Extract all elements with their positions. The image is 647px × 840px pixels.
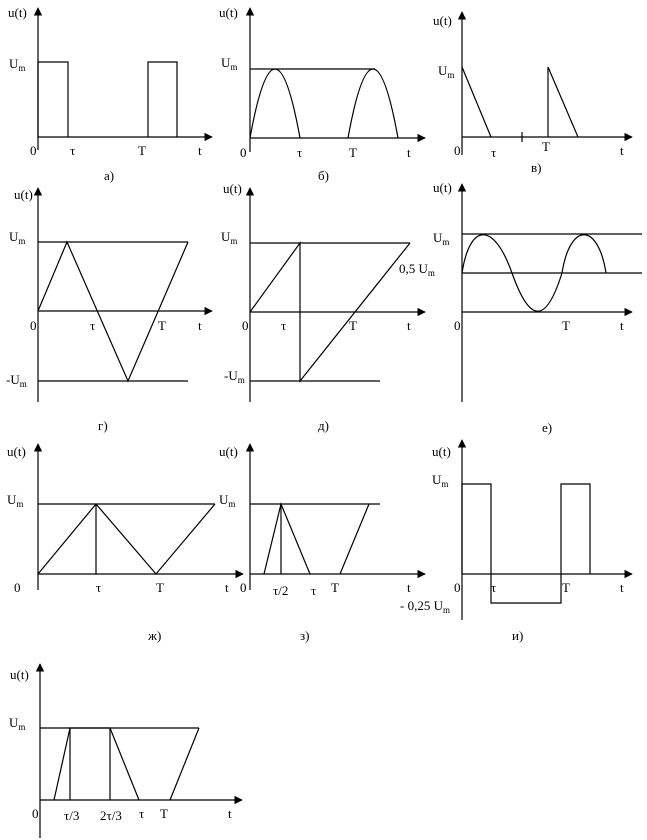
- panel-a: [8, 5, 212, 183]
- panel-i-neg-quarter-um-label: - 0,25 $U_m$: [400, 598, 450, 615]
- panel-v: [433, 12, 632, 175]
- panel-i-origin: 0: [454, 580, 461, 595]
- panel-e-T-tick: T: [562, 318, 570, 333]
- panel-d-T-tick: T: [349, 318, 357, 333]
- panel-g-neg-um-label: $-U_m$: [6, 372, 27, 389]
- panel-v-sawtooth-2: [548, 67, 578, 137]
- panel-b-u-label: u(t): [219, 5, 238, 20]
- panel-e-origin: 0: [454, 318, 461, 333]
- panel-g: [6, 187, 212, 433]
- panel-last: [9, 664, 242, 838]
- panel-a-tau-tick: τ: [70, 143, 76, 158]
- panel-z-ramp: [340, 504, 369, 574]
- panel-v-t-label: t: [620, 143, 624, 158]
- panel-e-caption: е): [542, 420, 553, 435]
- panel-zh-t-label: t: [225, 580, 229, 595]
- panel-last-t-label: t: [228, 806, 232, 821]
- panel-v-u-label: u(t): [433, 13, 452, 28]
- panel-i-tau-tick: τ: [491, 580, 497, 595]
- panel-zh-waveform: [38, 504, 215, 574]
- panel-v-um-label: $U_m$: [438, 63, 455, 80]
- panel-zh-T-tick: T: [156, 580, 164, 595]
- panel-z-u-label: u(t): [219, 444, 238, 459]
- panel-z-caption: з): [300, 628, 310, 643]
- panel-b-T-tick: T: [349, 145, 357, 160]
- panel-a-caption: а): [104, 168, 115, 183]
- panel-a-t-label: t: [198, 143, 202, 158]
- panel-d-tau-tick: τ: [281, 318, 287, 333]
- panel-b-t-label: t: [407, 145, 411, 160]
- panel-i-t-label: t: [620, 580, 624, 595]
- panel-last-two-tau-third-tick: 2τ/3: [100, 808, 122, 823]
- panel-z-T-tick: T: [331, 580, 339, 595]
- panel-a-T-tick: T: [138, 143, 146, 158]
- panel-z-um-label: $U_m$: [219, 492, 236, 509]
- panel-b: [219, 5, 425, 183]
- panel-last-T-tick: T: [160, 806, 168, 821]
- panel-z-tau-half-tick: τ/2: [273, 583, 289, 598]
- panel-v-T-tick: T: [542, 139, 550, 154]
- panel-last-u-label: u(t): [10, 667, 29, 682]
- panel-d-neg-um-label: $-U_m$: [224, 368, 245, 385]
- panel-g-tau-tick: τ: [90, 318, 96, 333]
- panel-g-u-label: u(t): [14, 187, 33, 202]
- panel-g-origin: 0: [30, 318, 37, 333]
- panel-g-t-label: t: [198, 318, 202, 333]
- panel-d: [221, 181, 425, 433]
- panel-b-caption: б): [318, 168, 329, 183]
- panel-zh: [7, 444, 243, 643]
- panel-i-waveform: [462, 484, 590, 603]
- panel-e-um-label: $U_m$: [433, 230, 450, 247]
- panel-a-u-label: u(t): [8, 5, 27, 20]
- panel-d-um-label: $U_m$: [221, 229, 238, 246]
- panel-last-waveform-2: [170, 728, 199, 800]
- panel-i-u-label: u(t): [432, 444, 451, 459]
- panel-last-waveform-1: [54, 728, 139, 800]
- panel-z: [219, 444, 425, 643]
- panel-e-u-label: u(t): [433, 180, 452, 195]
- panel-last-origin: 0: [32, 806, 39, 821]
- panel-zh-caption: ж): [148, 628, 162, 643]
- panel-v-origin: 0: [454, 143, 461, 158]
- panel-g-caption: г): [98, 418, 108, 433]
- panel-z-tau-tick: τ: [311, 583, 317, 598]
- panel-z-origin: 0: [240, 580, 247, 595]
- panel-last-tau-third-tick: τ/3: [64, 808, 80, 823]
- panel-v-tau-tick: τ: [491, 145, 497, 160]
- panel-i-T-tick: T: [562, 580, 570, 595]
- panel-v-sawtooth-1: [462, 67, 491, 137]
- panel-last-um-label: $U_m$: [9, 715, 26, 732]
- panel-v-caption: в): [531, 160, 542, 175]
- panel-e: [399, 180, 642, 435]
- panel-b-origin: 0: [240, 145, 247, 160]
- panel-d-origin: 0: [242, 318, 249, 333]
- panel-a-waveform-2: [148, 62, 177, 137]
- panel-z-triangle: [264, 504, 310, 574]
- panel-e-t-label: t: [620, 318, 624, 333]
- panel-z-t-label: t: [407, 580, 411, 595]
- panel-zh-origin: 0: [14, 580, 21, 595]
- panel-b-half-sine-1: [250, 69, 300, 138]
- panel-b-tau-tick: τ: [297, 145, 303, 160]
- panel-i-um-label: $U_m$: [432, 472, 449, 489]
- panel-b-half-sine-2: [348, 69, 398, 138]
- panel-zh-tau-tick: τ: [96, 580, 102, 595]
- panel-g-um-label: $U_m$: [9, 229, 26, 246]
- panel-d-t-label: t: [407, 318, 411, 333]
- panel-a-waveform: [38, 62, 68, 137]
- panel-a-um-label: $U_m$: [9, 56, 26, 73]
- panel-last-tau-tick: τ: [139, 806, 145, 821]
- panel-a-origin: 0: [30, 143, 37, 158]
- panel-d-caption: д): [318, 418, 329, 433]
- panel-i: [400, 440, 632, 643]
- panel-zh-um-label: $U_m$: [7, 492, 24, 509]
- panel-b-um-label: $U_m$: [221, 55, 238, 72]
- panel-d-u-label: u(t): [223, 181, 242, 196]
- panel-zh-u-label: u(t): [7, 444, 26, 459]
- panel-g-T-tick: T: [158, 318, 166, 333]
- panel-i-caption: и): [512, 628, 524, 643]
- panel-e-half-um-label: 0,5 $U_m$: [399, 261, 435, 278]
